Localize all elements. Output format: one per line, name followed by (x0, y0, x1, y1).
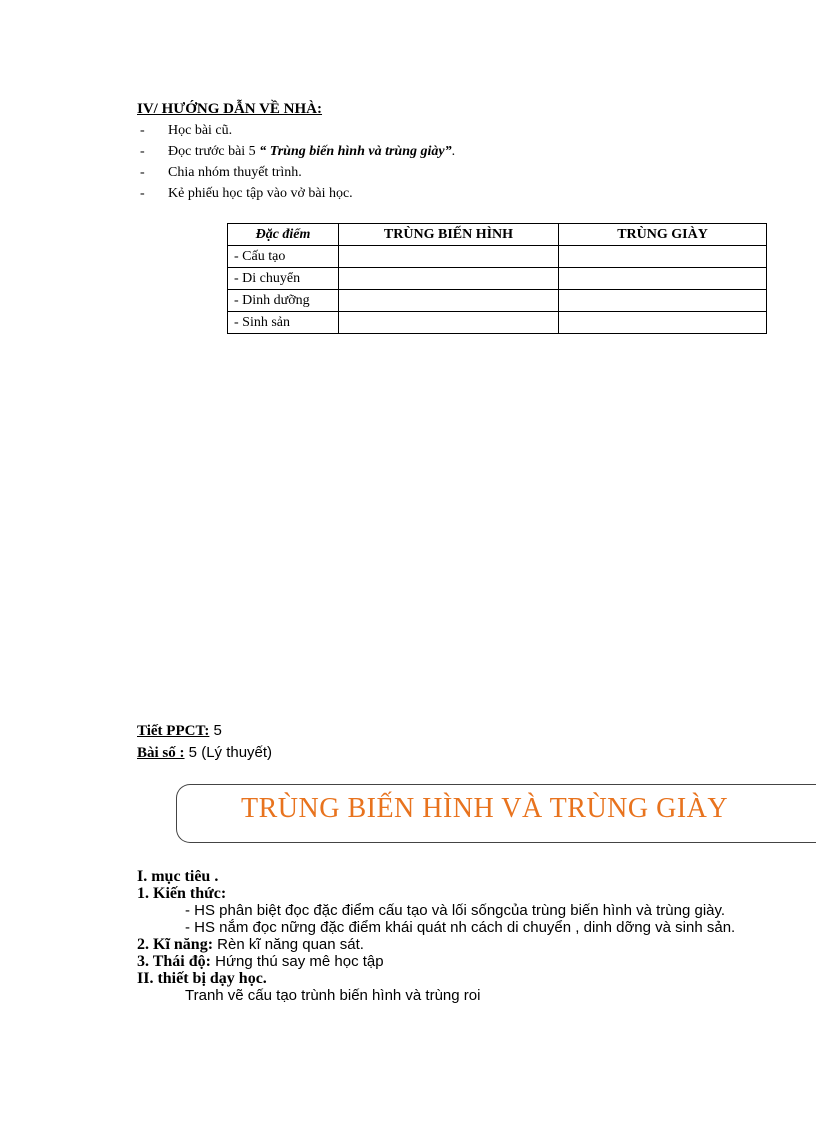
paragraph: - HS nắm đọc nững đặc điểm khái quát nh cách di chuyển , dinh dỡng và sinh sản. (185, 919, 736, 936)
homework-title: IV/ HƯỚNG DẪN VỀ NHÀ: (137, 101, 323, 117)
title-banner (176, 784, 816, 843)
table-row: - Cấu tạo (228, 246, 767, 268)
column-header: TRÙNG BIẾN HÌNH (339, 224, 559, 246)
homework-list (140, 120, 455, 204)
table-row: - Di chuyển (228, 268, 767, 290)
table-row: - Dinh dưỡng (228, 290, 767, 312)
section-heading: I. mục tiêu . (137, 868, 219, 885)
column-header: Đặc điểm (228, 224, 339, 246)
paragraph: - HS phân biệt đọc đặc điểm cấu tạo và lối sốngcủa trùng biến hình và trùng giày. (185, 902, 726, 919)
lesson-line: Bài số : 5 (Lý thuyết) (137, 744, 273, 761)
list-item: - Kẻ phiếu học tập vào vở bài học. (140, 186, 353, 201)
paragraph: 3. Thái độ: Hứng thú say mê học tập (137, 953, 384, 970)
list-item: - Học bài cũ. (140, 123, 233, 138)
section-heading: 1. Kiến thức: (137, 885, 227, 902)
paragraph: Tranh vẽ cấu tạo trùnh biến hình và trùng roi (185, 987, 481, 1004)
lesson-title: TRÙNG BIẾN HÌNH VÀ TRÙNG GIÀY (241, 793, 729, 824)
paragraph: 2. Kĩ năng: Rèn kĩ năng quan sát. (137, 936, 364, 953)
list-item: - Đọc trước bài 5 “ Trùng biến hình và trùng giày”. (140, 144, 456, 159)
column-header: TRÙNG GIÀY (559, 224, 767, 246)
objectives-section (137, 868, 747, 1004)
worksheet-table (227, 223, 767, 334)
list-item: - Chia nhóm thuyết trình. (140, 165, 302, 180)
table-row: - Sinh sản (228, 312, 767, 334)
section-heading: II. thiết bị dạy học. (137, 970, 267, 987)
table-header-row (228, 224, 767, 246)
period-line: Tiết PPCT: 5 (137, 722, 222, 739)
